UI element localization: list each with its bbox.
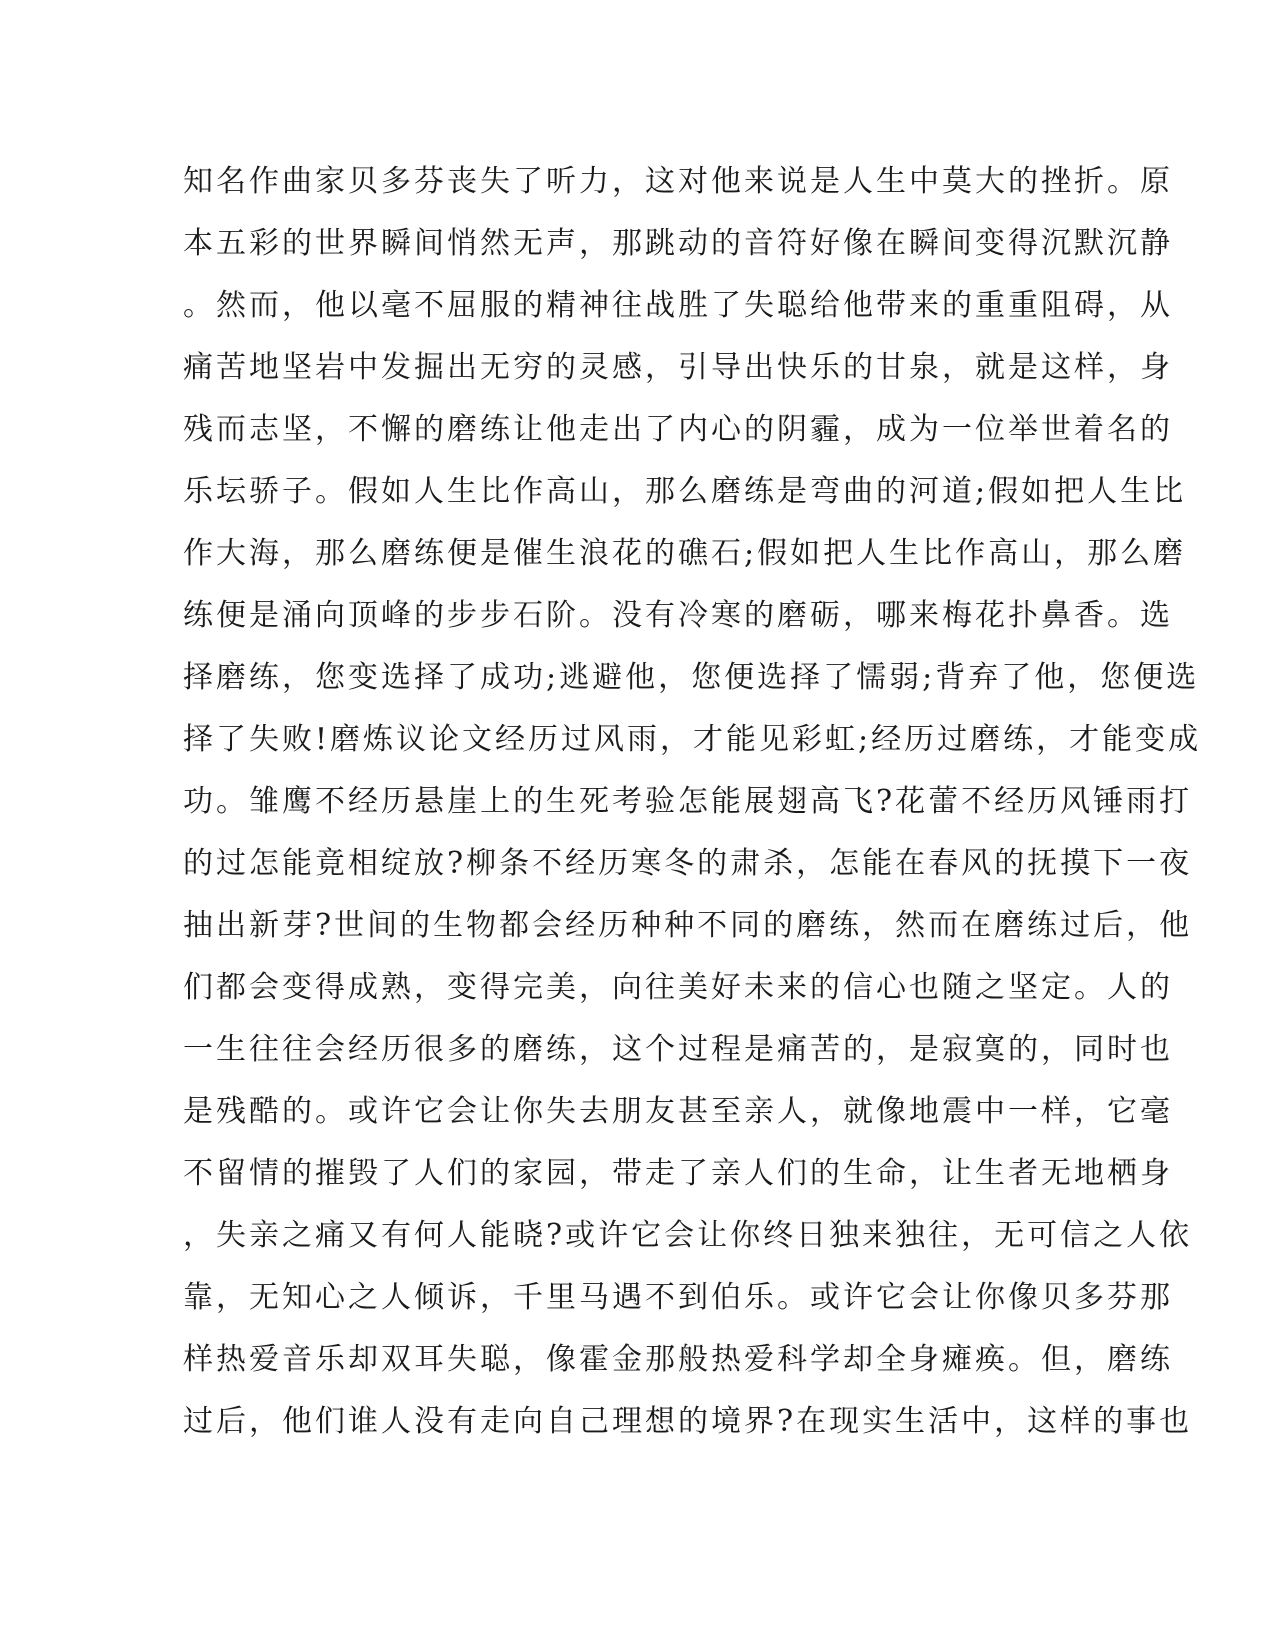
- text-line: 们都会变得成熟，变得完美，向往美好未来的信心也随之坚定。人的: [183, 970, 1173, 1005]
- text-line: 功。雏鹰不经历悬崖上的生死考验怎能展翅高飞?花蕾不经历风锤雨打: [183, 784, 1193, 819]
- text-line: 过后，他们谁人没有走向自己理想的境界?在现实生活中，这样的事也: [183, 1404, 1193, 1439]
- text-line: 择磨练，您变选择了成功;逃避他，您便选择了懦弱;背弃了他，您便选: [183, 660, 1200, 695]
- text-line: 残而志坚，不懈的磨练让他走出了内心的阴霾，成为一位举世着名的: [183, 412, 1173, 447]
- text-line: 的过怎能竟相绽放?柳条不经历寒冬的肃杀，怎能在春风的抚摸下一夜: [183, 846, 1193, 881]
- text-line: 乐坛骄子。假如人生比作高山，那么磨练是弯曲的河道;假如把人生比: [183, 474, 1187, 509]
- text-line: 本五彩的世界瞬间悄然无声，那跳动的音符好像在瞬间变得沉默沉静: [183, 226, 1173, 261]
- text-line: 练便是涌向顶峰的步步石阶。没有冷寒的磨砺，哪来梅花扑鼻香。选: [183, 598, 1173, 633]
- body-text: [183, 162, 1202, 1464]
- text-line: 靠，无知心之人倾诉，千里马遇不到伯乐。或许它会让你像贝多芬那: [183, 1280, 1173, 1315]
- text-line: 痛苦地坚岩中发掘出无穷的灵感，引导出快乐的甘泉，就是这样，身: [183, 350, 1173, 385]
- text-line: 作大海，那么磨练便是催生浪花的礁石;假如把人生比作高山，那么磨: [183, 536, 1187, 571]
- text-line: 知名作曲家贝多芬丧失了听力，这对他来说是人生中莫大的挫折。原: [183, 164, 1173, 199]
- text-line: 样热爱音乐却双耳失聪，像霍金那般热爱科学却全身瘫痪。但，磨练: [183, 1342, 1173, 1377]
- text-line: 择了失败!磨炼议论文经历过风雨，才能见彩虹;经历过磨练，才能变成: [183, 722, 1202, 757]
- text-line: 不留情的摧毁了人们的家园，带走了亲人们的生命，让生者无地栖身: [183, 1156, 1173, 1191]
- text-line: 一生往往会经历很多的磨练，这个过程是痛苦的，是寂寞的，同时也: [183, 1032, 1173, 1067]
- text-line: 。然而，他以毫不屈服的精神往战胜了失聪给他带来的重重阻碍，从: [183, 288, 1173, 323]
- text-line: 抽出新芽?世间的生物都会经历种种不同的磨练，然而在磨练过后，他: [183, 908, 1193, 943]
- text-line: ，失亲之痛又有何人能晓?或许它会让你终日独来独往，无可信之人依: [183, 1218, 1193, 1253]
- text-line: 是残酷的。或许它会让你失去朋友甚至亲人，就像地震中一样，它毫: [183, 1094, 1173, 1129]
